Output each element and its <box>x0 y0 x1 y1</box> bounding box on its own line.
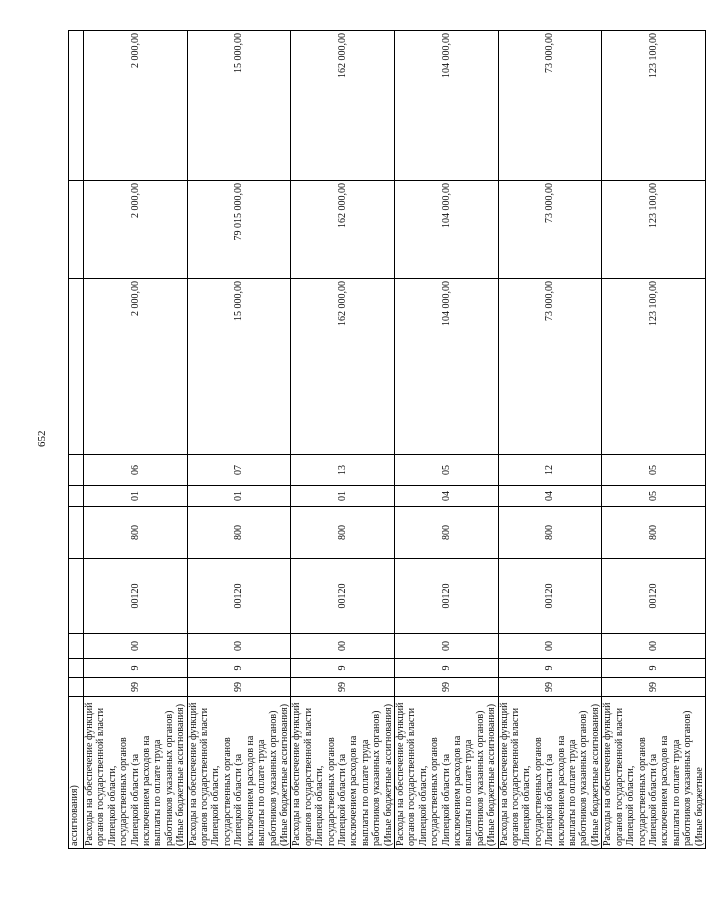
amount-3: 15 000,00 <box>187 31 291 181</box>
amount-1: 2 000,00 <box>84 279 188 455</box>
direction-code: 00 <box>602 634 706 659</box>
subsection-code: 06 <box>84 455 188 486</box>
section-code: 01 <box>84 486 188 507</box>
subsection-code: 05 <box>394 455 498 486</box>
expense-code: 00120 <box>291 559 395 634</box>
program-code: 99 <box>498 678 602 697</box>
subsection-code: 13 <box>291 455 395 486</box>
amount-3: 2 000,00 <box>84 31 188 181</box>
amount-3: 123 100,00 <box>602 31 706 181</box>
direction-code: 00 <box>187 634 291 659</box>
section-code: 01 <box>187 486 291 507</box>
amount-3: 162 000,00 <box>291 31 395 181</box>
amount-1: 15 000,00 <box>187 279 291 455</box>
table-row <box>498 31 602 849</box>
type-code: 800 <box>394 507 498 559</box>
row-description: Расходы на обеспечение функций органов государственной власти Липецкой области, государственных органов Липецкой области (за исключением расходов на выплаты по оплате труда работников указанных органов) (Иные бюджетные ассигнования) <box>394 697 498 849</box>
subsection-code: 12 <box>498 455 602 486</box>
section-code: 04 <box>498 486 602 507</box>
table-row <box>187 31 291 849</box>
section-code: 01 <box>291 486 395 507</box>
subprogram-code: 9 <box>602 659 706 678</box>
budget-table-container <box>68 31 705 849</box>
program-code: 99 <box>602 678 706 697</box>
subprogram-code: 9 <box>291 659 395 678</box>
type-code: 800 <box>187 507 291 559</box>
table-row-continuation <box>69 31 84 849</box>
amount-1: 162 000,00 <box>291 279 395 455</box>
expense-code: 00120 <box>394 559 498 634</box>
amount-2: 123 100,00 <box>602 181 706 279</box>
row-description: ассигнования) <box>69 697 84 849</box>
program-code: 99 <box>394 678 498 697</box>
type-code: 800 <box>498 507 602 559</box>
amount-2: 73 000,00 <box>498 181 602 279</box>
row-description: Расходы на обеспечение функций органов государственной власти Липецкой области, государственных органов Липецкой области (за исключением расходов на выплаты по оплате труда работников указанных органов) (Иные бюджетные ассигнования) <box>187 697 291 849</box>
amount-3: 104 000,00 <box>394 31 498 181</box>
amount-3: 73 000,00 <box>498 31 602 181</box>
subprogram-code: 9 <box>394 659 498 678</box>
amount-1: 104 000,00 <box>394 279 498 455</box>
subsection-code: 05 <box>602 455 706 486</box>
row-description: Расходы на обеспечение функций органов государственной власти Липецкой области, государственных органов Липецкой области (за исключением расходов на выплаты по оплате труда работников указанных органов) (Иные бюджетные ассигнования) <box>291 697 395 849</box>
type-code: 800 <box>602 507 706 559</box>
subprogram-code: 9 <box>187 659 291 678</box>
table-row <box>602 31 706 849</box>
budget-table <box>68 30 706 849</box>
table-row <box>291 31 395 849</box>
table-row <box>84 31 188 849</box>
row-description: Расходы на обеспечение функций органов государственной власти Липецкой области, государственных органов Липецкой области (за исключением расходов на выплаты по оплате труда работников указанных органов) (Иные бюджетные ассигнования) <box>498 697 602 849</box>
type-code: 800 <box>291 507 395 559</box>
expense-code: 00120 <box>84 559 188 634</box>
direction-code: 00 <box>84 634 188 659</box>
subprogram-code: 9 <box>498 659 602 678</box>
direction-code: 00 <box>498 634 602 659</box>
type-code: 800 <box>84 507 188 559</box>
expense-code: 00120 <box>498 559 602 634</box>
section-code: 05 <box>602 486 706 507</box>
program-code: 99 <box>291 678 395 697</box>
direction-code: 00 <box>291 634 395 659</box>
subprogram-code: 9 <box>84 659 188 678</box>
table-row <box>394 31 498 849</box>
program-code: 99 <box>187 678 291 697</box>
amount-1: 123 100,00 <box>602 279 706 455</box>
expense-code: 00120 <box>187 559 291 634</box>
amount-1: 73 000,00 <box>498 279 602 455</box>
amount-2: 2 000,00 <box>84 181 188 279</box>
subsection-code: 07 <box>187 455 291 486</box>
direction-code: 00 <box>394 634 498 659</box>
amount-2: 104 000,00 <box>394 181 498 279</box>
expense-code: 00120 <box>602 559 706 634</box>
section-code: 04 <box>394 486 498 507</box>
row-description: Расходы на обеспечение функций органов государственной власти Липецкой области, государственных органов Липецкой области (за исключением расходов на выплаты по оплате труда работников указанных органов) (Иные бюджетные <box>602 697 706 849</box>
page-number: 652 <box>36 430 48 447</box>
amount-2: 79 015 000,00 <box>187 181 291 279</box>
row-description: Расходы на обеспечение функций органов государственной власти Липецкой области, государственных органов Липецкой области (за исключением расходов на выплаты по оплате труда работников указанных органов) (Иные бюджетные ассигнования) <box>84 697 188 849</box>
program-code: 99 <box>84 678 188 697</box>
amount-2: 162 000,00 <box>291 181 395 279</box>
